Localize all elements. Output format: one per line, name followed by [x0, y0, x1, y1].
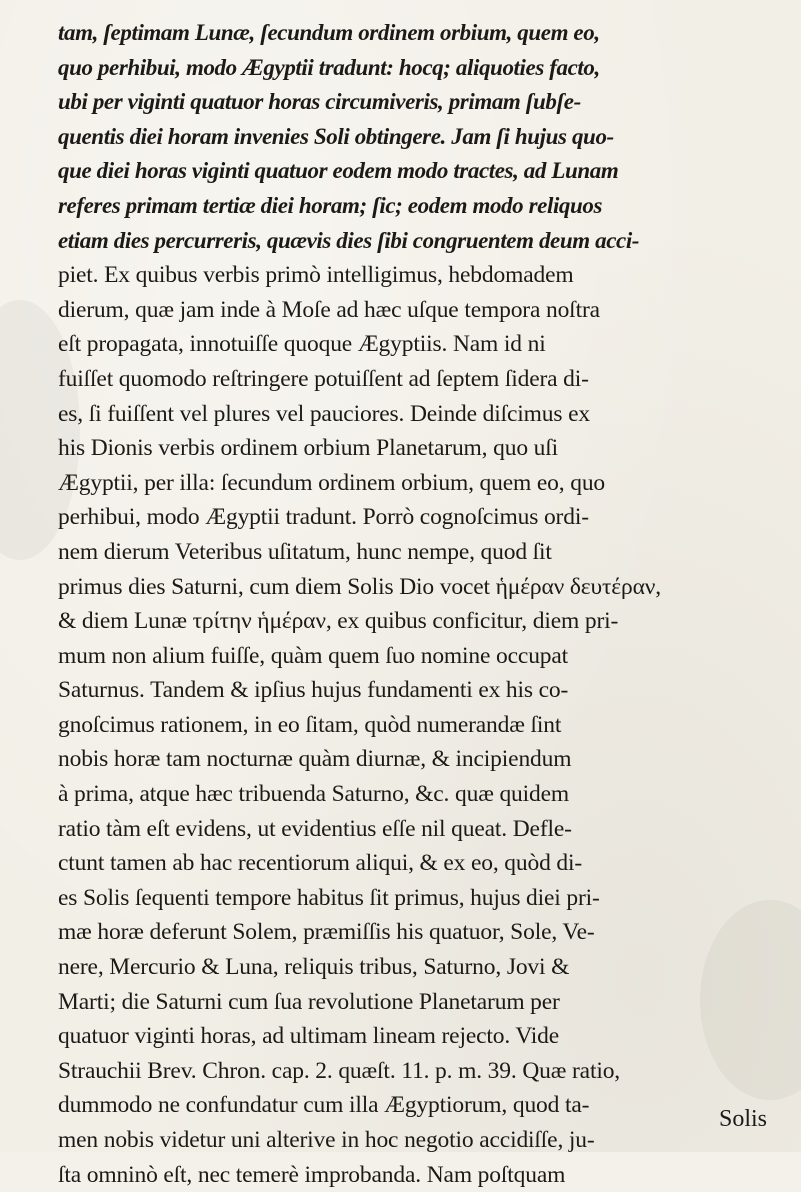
text-line: nem dierum Veteribus uſitatum, hunc nempe, quod ſit: [58, 538, 552, 565]
body-text: [58, 16, 770, 1192]
text-line: Saturnus. Tandem & ipſius hujus fundamenti ex his co-: [58, 677, 569, 704]
text-line: quentis diei horam invenies Soli obtingere. Jam ſi hujus quo-: [58, 123, 614, 149]
text-line: à prima, atque hæc tribuenda Saturno, &c. quæ quidem: [58, 781, 570, 808]
text-line: eſt propagata, innotuiſſe quoque Ægyptiis. Nam id ni: [58, 331, 546, 358]
text-line: his Dionis verbis ordinem orbium Planetarum, quo uſi: [58, 435, 559, 462]
text-line: es Solis ſequenti tempore habitus ſit primus, hujus diei pri-: [58, 884, 600, 911]
text-line: fuiſſet quomodo reſtringere potuiſſent ad ſeptem ſidera di-: [58, 365, 589, 392]
text-line: mæ horæ deferunt Solem, præmiſſis his quatuor, Sole, Ve-: [58, 919, 595, 946]
catchword: Solis: [718, 1106, 767, 1132]
text-line: nere, Mercurio & Luna, reliquis tribus, Saturno, Jovi &: [58, 954, 570, 981]
text-line: piet. Ex quibus verbis primò intelligimus, hebdomadem: [58, 262, 574, 289]
text-line: nobis horæ tam nocturnæ quàm diurnæ, & incipiendum: [58, 746, 572, 773]
text-line: & diem Lunæ τρίτην ἡμέραν, ex quibus conficitur, diem pri-: [58, 608, 619, 635]
text-line: mum non alium fuiſſe, quàm quem ſuo nomine occupat: [58, 642, 569, 669]
text-line: primus dies Saturni, cum diem Solis Dio vocet ἡμέραν δευτέραν,: [58, 573, 661, 600]
text-line: quo perhibui, modo Ægyptii tradunt: hocq; aliquoties facto,: [58, 54, 600, 80]
text-line: ubi per viginti quatuor horas circumiveris, primam ſubſe-: [58, 89, 581, 115]
text-line: tam, ſeptimam Lunæ, ſecundum ordinem orbium, quem eo,: [58, 20, 600, 45]
text-line: gnoſcimus rationem, in eo ſitam, quòd numerandæ ſint: [58, 711, 562, 738]
text-line: Marti; die Saturni cum ſua revolutione Planetarum per: [58, 988, 560, 1015]
text-line: dierum, quæ jam inde à Moſe ad hæc uſque tempora noſtra: [58, 296, 600, 323]
text-line: quatuor viginti horas, ad ultimam lineam rejecto. Vide: [58, 1023, 560, 1050]
text-line: perhibui, modo Ægyptii tradunt. Porrò cognoſcimus ordi-: [58, 504, 589, 531]
text-line: ratio tàm eſt evidens, ut evidentius eſſe nil queat. Defle-: [58, 815, 572, 842]
text-line: Strauchii Brev. Chron. cap. 2. quæſt. 11. p. m. 39. Quæ ratio,: [58, 1057, 621, 1084]
text-line: dummodo ne confundatur cum illa Ægyptiorum, quod ta-: [58, 1092, 590, 1119]
text-line: ſta omninò eſt, nec temerè improbanda. Nam poſtquam: [58, 1161, 566, 1188]
text-line: Ægyptii, per illa: ſecundum ordinem orbium, quem eo, quo: [58, 469, 606, 496]
text-line: referes primam tertiæ diei horam; ſic; eodem modo reliquos: [58, 192, 603, 218]
text-line: men nobis videtur uni alterive in hoc negotio accidiſſe, ju-: [58, 1127, 595, 1153]
text-line: etiam dies percurreris, quævis dies ſibi congruentem deum acci-: [58, 227, 640, 253]
text-line: ctunt tamen ab hac recentiorum aliqui, & ex eo, quòd di-: [58, 850, 583, 877]
text-line: es, ſi fuiſſent vel plures vel pauciores. Deinde diſcimus ex: [58, 400, 591, 427]
text-line: que diei horas viginti quatuor eodem modo tractes, ad Lunam: [58, 158, 619, 184]
